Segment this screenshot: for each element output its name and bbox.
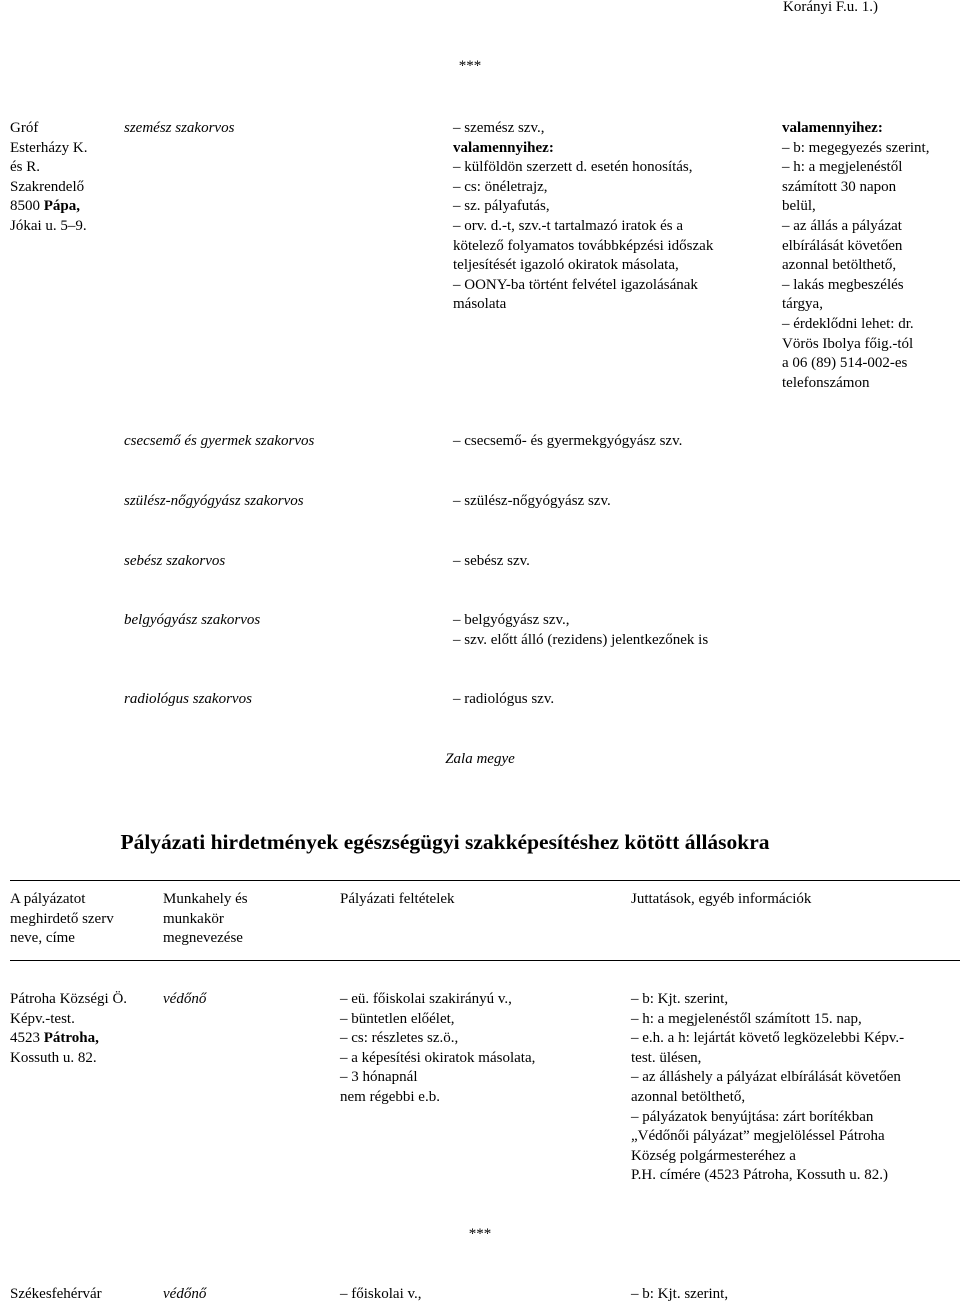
text-line: – b: Kjt. szerint, [631, 991, 729, 1007]
county-heading: Zala megye [445, 751, 515, 767]
text-line: Pátroha Községi Ö. [10, 991, 128, 1007]
text-line: – e.h. a h: lejártát követő legközelebbi Képv.- [631, 1030, 905, 1047]
text-line: – lakás megbeszélés [782, 276, 904, 293]
requirement-radiologist [453, 690, 554, 710]
text-line: neve, címe [10, 930, 75, 947]
requirement-pediatrician [453, 432, 682, 452]
text-line: Juttatások, egyéb információk [631, 891, 812, 907]
text-line: – orv. d.-t, szv.-t tartalmazó iratok és a [453, 217, 684, 234]
text-line: a 06 (89) 514-002-es [782, 355, 908, 372]
requirement-surgeon [453, 552, 530, 572]
position-name: védőnő [163, 1286, 207, 1302]
text-line: – cs: önéletrajz, [453, 178, 548, 195]
text-line: Gróf [10, 120, 39, 136]
text-line: azonnal betölthető, [631, 1088, 746, 1105]
text-line: – OONY-ba történt felvétel igazolásának [453, 276, 698, 293]
text-line: – büntetlen előélet, [340, 1010, 455, 1027]
text-line: Jókai u. 5–9. [10, 217, 87, 234]
position-gynecologist: szülész-nőgyógyász szakorvos [124, 493, 304, 509]
text-line: azonnal betölthető, [782, 257, 897, 274]
text-line: „Védőnői pályázat” megjelöléssel Pátroha [631, 1128, 885, 1145]
text-line: Képv.-test. [10, 1010, 75, 1027]
text-line: – pályázatok benyújtása: zárt borítékban [631, 1108, 874, 1125]
text-line: Kossuth u. 82. [10, 1049, 97, 1066]
text-line: Pályázati feltételek [340, 891, 455, 907]
benefits-list [631, 990, 904, 1186]
text-line: elbírálását követően [782, 237, 903, 254]
position-name: védőnő [163, 991, 207, 1007]
text-line: – érdeklődni lehet: dr. [782, 315, 914, 332]
text-line: kötelező folyamatos továbbképzési időszak [453, 237, 714, 254]
text-line: nem régebbi e.b. [340, 1088, 440, 1105]
running-header: Korányi F.u. 1.) [783, 0, 879, 15]
text-line: teljesítését igazoló okiratok másolata, [453, 257, 679, 274]
employer-info: Székesfehérvár [10, 1286, 102, 1302]
text-line: – az állás a pályázat [782, 217, 902, 234]
separator-stars: *** [468, 1226, 492, 1242]
text-line: – külföldön szerzett d. esetén honosítás, [453, 159, 693, 176]
text-line: másolata [453, 296, 507, 313]
text-line: – sebész szv. [453, 553, 530, 569]
table-header-rule [10, 960, 960, 961]
requirement-item: – főiskolai v., [340, 1286, 422, 1302]
text-line: – szv. előtt álló (rezidens) jelentkezőnek is [453, 631, 709, 648]
text-line: Község polgármesteréhez a [631, 1147, 796, 1164]
text-line: – eü. főiskolai szakirányú v., [340, 991, 512, 1007]
position-pediatrician: csecsemő és gyermek szakorvos [124, 433, 315, 449]
text-line: – sz. pályafutás, [453, 198, 550, 215]
text-line: meghirdető szerv [10, 910, 114, 927]
text-line: valamennyihez: [782, 120, 883, 136]
separator-stars: *** [458, 58, 482, 74]
header-col-conditions [340, 890, 455, 910]
text-line: P.H. címére (4523 Pátroha, Kossuth u. 82.) [631, 1167, 889, 1184]
text-line: – b: megegyezés szerint, [782, 139, 930, 156]
requirement-gynecologist [453, 492, 611, 512]
text-line: telefonszámon [782, 374, 870, 391]
benefits-list [782, 119, 929, 393]
text-line: munkakör [163, 910, 224, 927]
text-line: Munkahely és [163, 891, 248, 907]
text-line: és R. [10, 159, 40, 176]
requirements-list [340, 990, 535, 1108]
header-col-workplace [163, 890, 248, 949]
table-top-rule [10, 880, 960, 881]
text-line: test. ülésen, [631, 1049, 702, 1066]
text-line: megnevezése [163, 930, 243, 947]
text-line: A pályázatot [10, 891, 86, 907]
position-name: szemész szakorvos [124, 120, 235, 136]
text-line: Esterházy K. [10, 139, 88, 156]
text-line: – a képesítési okiratok másolata, [340, 1049, 536, 1066]
text-line: – az álláshely a pályázat elbírálását követően [631, 1069, 901, 1086]
employer-info [10, 990, 127, 1068]
position-internist: belgyógyász szakorvos [124, 612, 261, 628]
text-line: számított 30 napon [782, 178, 897, 195]
requirement-internist [453, 611, 708, 650]
text-line: – cs: részletes sz.ö., [340, 1030, 459, 1047]
benefit-item: – b: Kjt. szerint, [631, 1286, 729, 1302]
text-line: – belgyógyász szv., [453, 612, 570, 628]
requirements-list [453, 119, 713, 315]
text-line: Szakrendelő [10, 178, 85, 195]
header-col-organization [10, 890, 114, 949]
text-line: – h: a megjelenéstől [782, 159, 903, 176]
text-line: – 3 hónapnál [340, 1069, 418, 1086]
text-line: valamennyihez: [453, 139, 554, 156]
text-line: 8500 Pápa, [10, 198, 81, 215]
text-line: – szemész szv., [453, 120, 545, 136]
section-title: Pályázati hirdetmények egészségügyi szakképesítéshez kötött állásokra [120, 830, 770, 854]
text-line: tárgya, [782, 296, 823, 313]
text-line: – csecsemő- és gyermekgyógyász szv. [453, 433, 683, 449]
text-line: – radiológus szv. [453, 691, 555, 707]
header-col-benefits [631, 890, 811, 910]
employer-info [10, 119, 87, 237]
text-line: – szülész-nőgyógyász szv. [453, 493, 611, 509]
position-surgeon: sebész szakorvos [124, 553, 226, 569]
position-radiologist: radiológus szakorvos [124, 691, 252, 707]
text-line: belül, [782, 198, 816, 215]
text-line: Vörös Ibolya főig.-tól [782, 335, 914, 352]
text-line: – h: a megjelenéstől számított 15. nap, [631, 1010, 862, 1027]
text-line: 4523 Pátroha, [10, 1030, 99, 1047]
